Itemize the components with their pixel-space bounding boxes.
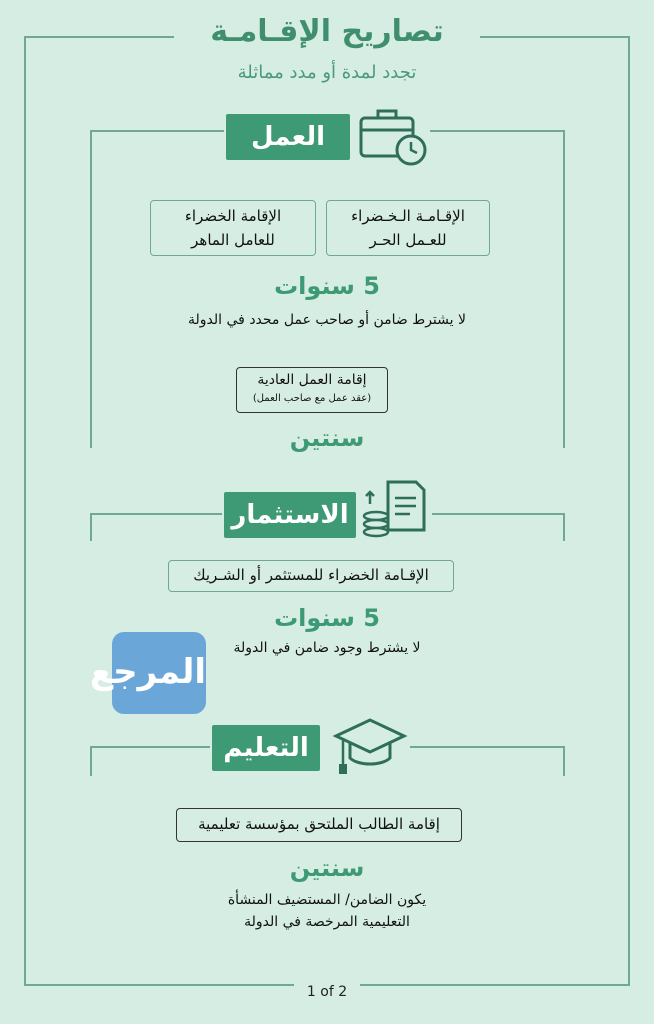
- box-green-skilled-line2: للعامل الماهر: [191, 231, 275, 249]
- box-regular-work: [236, 367, 388, 413]
- graduation-cap-icon: [330, 712, 410, 778]
- education-badge: التعليم: [212, 725, 320, 771]
- box-investor: الإقـامة الخضراء للمستثمر أو الشـريك: [168, 560, 454, 592]
- box-regular-work-line2: (عقد عمل مع صاحب العمل): [252, 393, 372, 404]
- work-line-left: [90, 130, 224, 132]
- work-badge: العمل: [226, 114, 350, 160]
- invest-line-vleft: [90, 513, 92, 541]
- investment-note: لا يشترط وجود ضامن في الدولة: [233, 640, 421, 656]
- box-green-skilled-line1: الإقامة الخضراء: [184, 207, 282, 225]
- briefcase-clock-icon: [356, 100, 430, 170]
- work-line-right: [430, 130, 564, 132]
- work-regular-years: سنتين: [289, 424, 365, 452]
- education-years: سنتين: [289, 854, 365, 882]
- box-green-freelance-line2: للعـمل الحـر: [369, 231, 447, 249]
- frame-left: [24, 36, 26, 984]
- investment-badge: الاستثمار: [224, 492, 356, 538]
- box-student: إقامة الطالب الملتحق بمؤسسة تعليمية: [176, 808, 462, 842]
- edu-line-right: [410, 746, 564, 748]
- page-subtitle: تجدد لمدة أو مدد مماثلة: [237, 62, 417, 83]
- edu-line-left: [90, 746, 210, 748]
- education-note-line2: التعليمية المرخصة في الدولة: [244, 914, 410, 930]
- work-green-years: 5 سنوات: [274, 272, 380, 300]
- edu-line-vleft: [90, 746, 92, 776]
- page-number: 1 of 2: [306, 984, 348, 1000]
- work-green-note: لا يشترط ضامن أو صاحب عمل محدد في الدولة: [188, 312, 466, 328]
- box-green-skilled: [150, 200, 316, 256]
- frame-right: [628, 36, 630, 984]
- box-green-freelance-line1: الإقـامـة الـخـضراء: [351, 207, 465, 225]
- box-regular-work-line1: إقامة العمل العادية: [257, 372, 367, 388]
- almrj3-logo-icon: المرجع: [112, 632, 206, 714]
- coins-document-icon: [360, 474, 432, 544]
- edu-line-vright: [563, 746, 565, 776]
- page-title: تصاريح الإقـامـة: [210, 14, 444, 49]
- box-green-freelance: [326, 200, 490, 256]
- invest-line-right: [432, 513, 564, 515]
- investment-years: 5 سنوات: [274, 604, 380, 632]
- education-note-line1: يكون الضامن/ المستضيف المنشأة: [227, 892, 427, 908]
- invest-line-left: [90, 513, 222, 515]
- invest-line-vright: [563, 513, 565, 541]
